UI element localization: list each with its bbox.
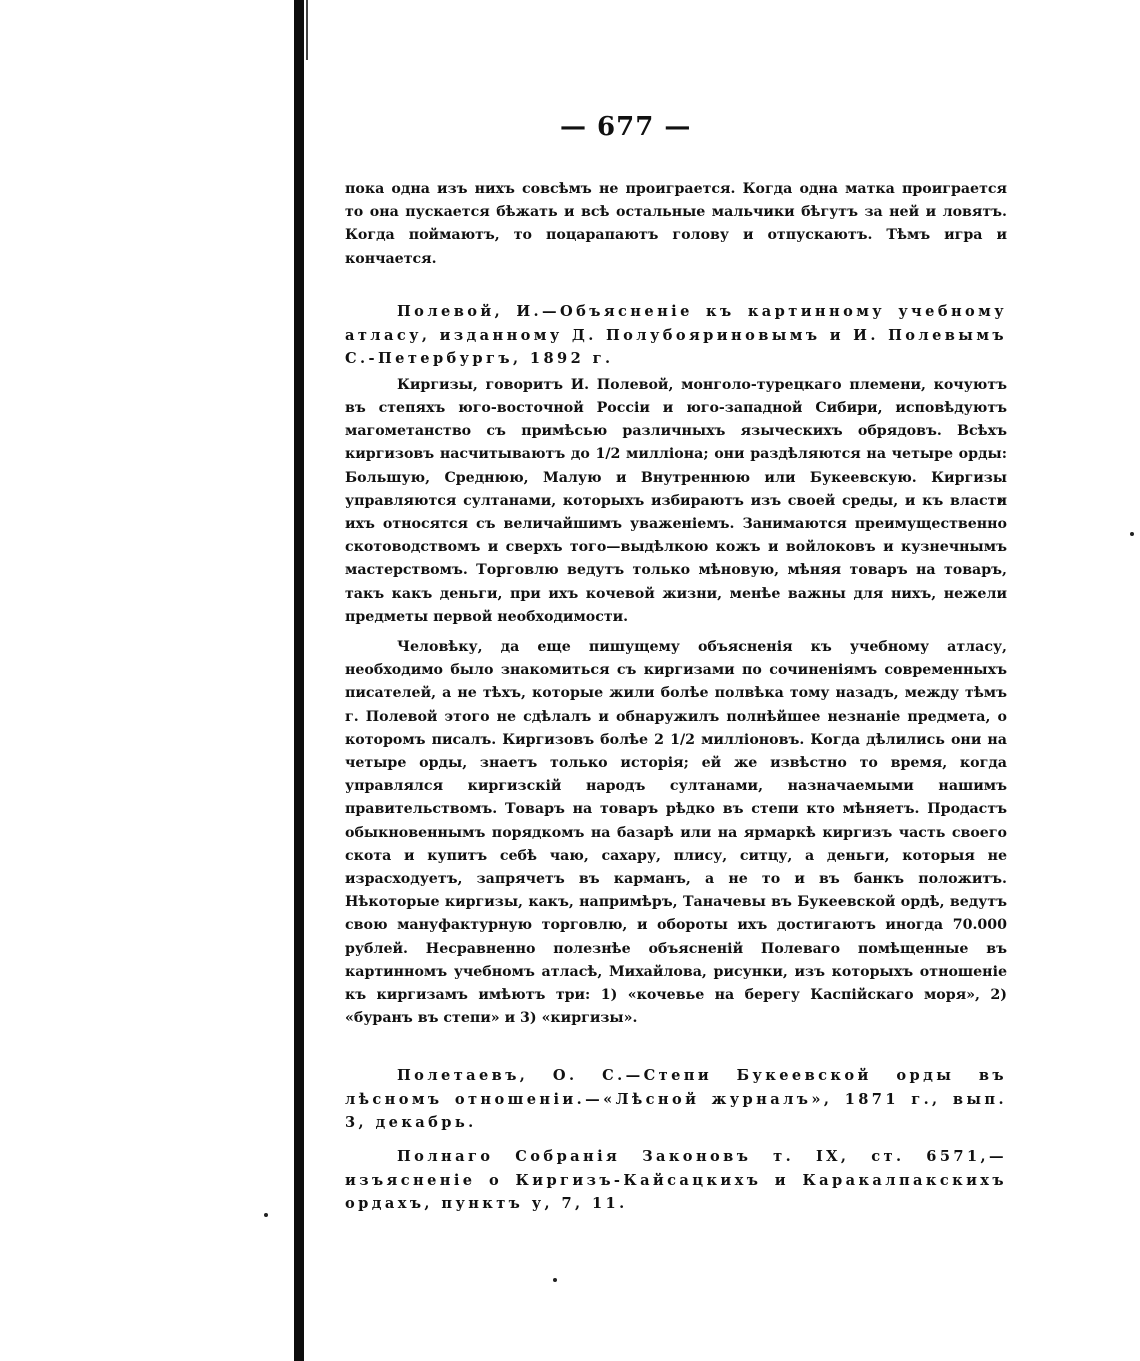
scan-speck [553,1278,557,1282]
entry-polevoy [345,300,1007,1030]
entry-pszi [345,1145,1007,1216]
book-spine-shadow [294,0,304,1361]
entry-heading: Полнаго Собранія Законовъ т. IX, ст. 6571,—изъясненіе о Киргизъ-Кайсацкихъ и Каракалпакскихъ ордахъ, пунктъ у, 7, 11. [345,1148,1007,1213]
scan-speck [1130,532,1134,536]
entry-heading: Полевой, И.—Объясненіе къ картинному учебному атласу, изданному Д. Полубояриновымъ и И. Полевымъ С.-Петербургъ, 1892 г. [345,303,1007,368]
continuation-block [345,178,1007,271]
entry-paragraph: Человѣку, да еще пишущему объясненія къ учебному атласу, необходимо было знакомиться съ киргизами по сочиненіямъ современныхъ писателей, а не тѣхъ, которые жили болѣе полвѣка тому назадъ, между тѣмъ г. Полевой этого не сдѣлалъ и обнаружилъ полнѣйшее незнаніе предмета, о которомъ писалъ. Киргизовъ болѣе 2 1/2 милліоновъ. Когда дѣлились они на четыре орды, знаетъ только исторія; ей же извѣстно то время, когда управлялся киргизскій народъ султанами, назначаемыми нашимъ правительствомъ. Товаръ на товаръ рѣдко въ степи кто мѣняетъ. Продастъ обыкновеннымъ порядкомъ на базарѣ или на ярмаркѣ киргизъ часть своего скота и купитъ себѣ чаю, сахару, плису, ситцу, а деньги, которыя не израсходуетъ, запрячетъ въ карманъ, а не то и въ банкъ положитъ. Нѣкоторые киргизы, какъ, напримѣръ, Таначевы въ Букеевской ордѣ, ведутъ свою мануфактурную торговлю, и обороты ихъ достигаютъ иногда 70.000 рублей. Несравненно полезнѣе объясненій Полеваго помѣщенные въ картинномъ учебномъ атласѣ, Михайлова, рисунки, изъ которыхъ отношеніе къ киргизамъ имѣютъ три: 1) «кочевье на берегу Каспійскаго моря», 2) «буранъ въ степи» и 3) «киргизы». [345,639,1007,1027]
page-edge-mark [306,0,308,60]
entry-paragraph: Киргизы, говоритъ И. Полевой, монголо-турецкаго племени, кочуютъ въ степяхъ юго-восточной Россіи и юго-западной Сибири, исповѣдуютъ магометанство съ примѣсью различныхъ языческихъ обрядовъ. Всѣхъ киргизовъ насчитываютъ до 1/2 милліона; они раздѣляются на четыре орды: Большую, Среднюю, Малую и Внутреннюю или Букеевскую. Киргизы управляются султанами, которыхъ избираютъ изъ своей среды, и къ власти ихъ относятся съ величайшимъ уваженіемъ. Занимаются преимущественно скотоводствомъ и сверхъ того—выдѣлкою кожъ и войлоковъ и кузнечнымъ мастерствомъ. Торговлю ведутъ только мѣновую, мѣняя товаръ на товаръ, такъ какъ деньги, при ихъ кочевой жизни, менѣе важны для нихъ, нежели предметы первой необходимости. [345,376,1007,625]
entry-heading: Полетаевъ, О. С.—Степи Букеевской орды въ лѣсномъ отношеніи.—«Лѣсной журналъ», 1871 г., вып. 3, декабрь. [345,1067,1007,1132]
continuation-paragraph: пока одна изъ нихъ совсѣмъ не проиграется. Когда одна матка проиграется то она пускается бѣжать и всѣ остальные мальчики бѣгутъ за ней и ловятъ. Когда поймаютъ, то поцарапаютъ голову и отпускаютъ. Тѣмъ игра и кончается. [345,181,1007,267]
entry-poletaev [345,1064,1007,1135]
page-number: — 677 — [560,112,692,142]
scan-speck [264,1213,268,1217]
